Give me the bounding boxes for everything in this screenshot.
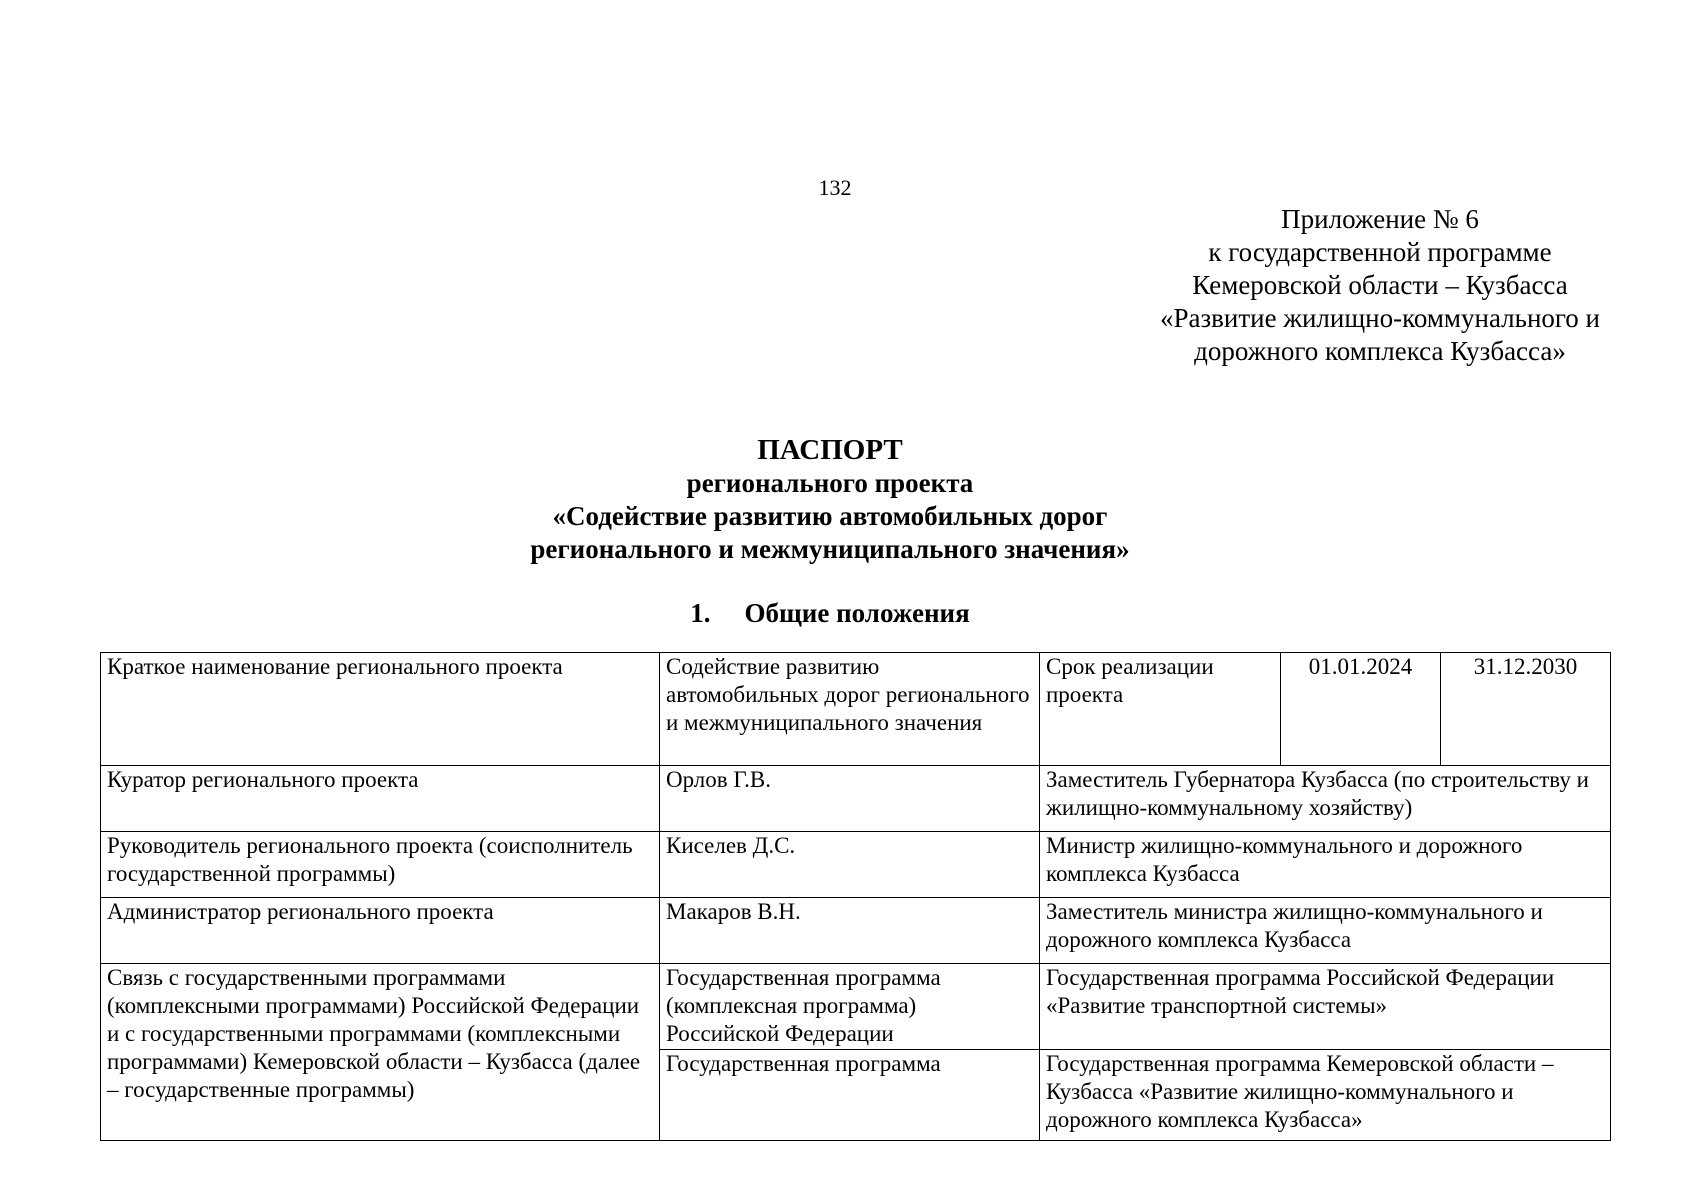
section-heading (600, 598, 1060, 629)
table-cell-start-date: 01.01.2024 (1281, 653, 1441, 766)
table-cell-value: Содействие развитию автомобильных дорог регионального и межмуниципального значения (660, 653, 1040, 766)
title-main: ПАСПОРТ (757, 434, 903, 466)
table-cell-program-name: Государственная программа Российской Федерации «Развитие транспортной системы» (1040, 964, 1611, 1050)
appendix-line: Кемеровской области – Кузбасса (1192, 270, 1568, 300)
table-cell-label: Краткое наименование регионального проекта (101, 653, 660, 766)
table-cell-program-type: Государственная программа (660, 1050, 1040, 1141)
table-cell-name: Макаров В.Н. (660, 898, 1040, 964)
table-cell-position: Министр жилищно-коммунального и дорожного комплекса Кузбасса (1040, 832, 1611, 898)
table-cell-term-label: Срок реализации проекта (1040, 653, 1281, 766)
table-row (101, 766, 1611, 832)
document-title (400, 434, 1260, 566)
title-line: регионального и межмуниципального значения» (530, 534, 1130, 564)
table-cell-program-name: Государственная программа Кемеровской области – Кузбасса «Развитие жилищно-коммунального и дорожного комплекса Кузбасса» (1040, 1050, 1611, 1141)
table-cell-label: Куратор регионального проекта (101, 766, 660, 832)
table-row (101, 653, 1611, 766)
table-cell-label: Руководитель регионального проекта (соисполнитель государственной программы) (101, 832, 660, 898)
table-cell-name: Орлов Г.В. (660, 766, 1040, 832)
title-line: «Содействие развитию автомобильных дорог (552, 501, 1108, 531)
appendix-line: к государственной программе (1208, 237, 1552, 267)
appendix-line: Приложение № 6 (1281, 204, 1479, 234)
appendix-line: дорожного комплекса Кузбасса» (1194, 336, 1566, 366)
appendix-line: «Развитие жилищно-коммунального и (1159, 303, 1600, 333)
table-cell-label: Администратор регионального проекта (101, 898, 660, 964)
table-cell-position: Заместитель Губернатора Кузбасса (по строительству и жилищно-коммунальному хозяйству) (1040, 766, 1611, 832)
section-number: 1. (690, 598, 711, 628)
title-line: регионального проекта (686, 468, 974, 498)
page-number: 132 (818, 175, 852, 200)
section-title: Общие положения (744, 598, 970, 628)
table-row (101, 832, 1611, 898)
table-row (101, 898, 1611, 964)
table-cell-position: Заместитель министра жилищно-коммунального и дорожного комплекса Кузбасса (1040, 898, 1611, 964)
passport-table (100, 652, 1611, 1141)
table-cell-program-type: Государственная программа (комплексная программа) Российской Федерации (660, 964, 1040, 1050)
table-cell-label: Связь с государственными программами (комплексными программами) Российской Федерации и с государственными программами (комплексными программами) Кемеровской области – Кузбасса (далее – государственные программы) (101, 964, 660, 1141)
table-cell-end-date: 31.12.2030 (1441, 653, 1611, 766)
appendix-note (1100, 203, 1660, 368)
table-cell-name: Киселев Д.С. (660, 832, 1040, 898)
table-row (101, 964, 1611, 1050)
